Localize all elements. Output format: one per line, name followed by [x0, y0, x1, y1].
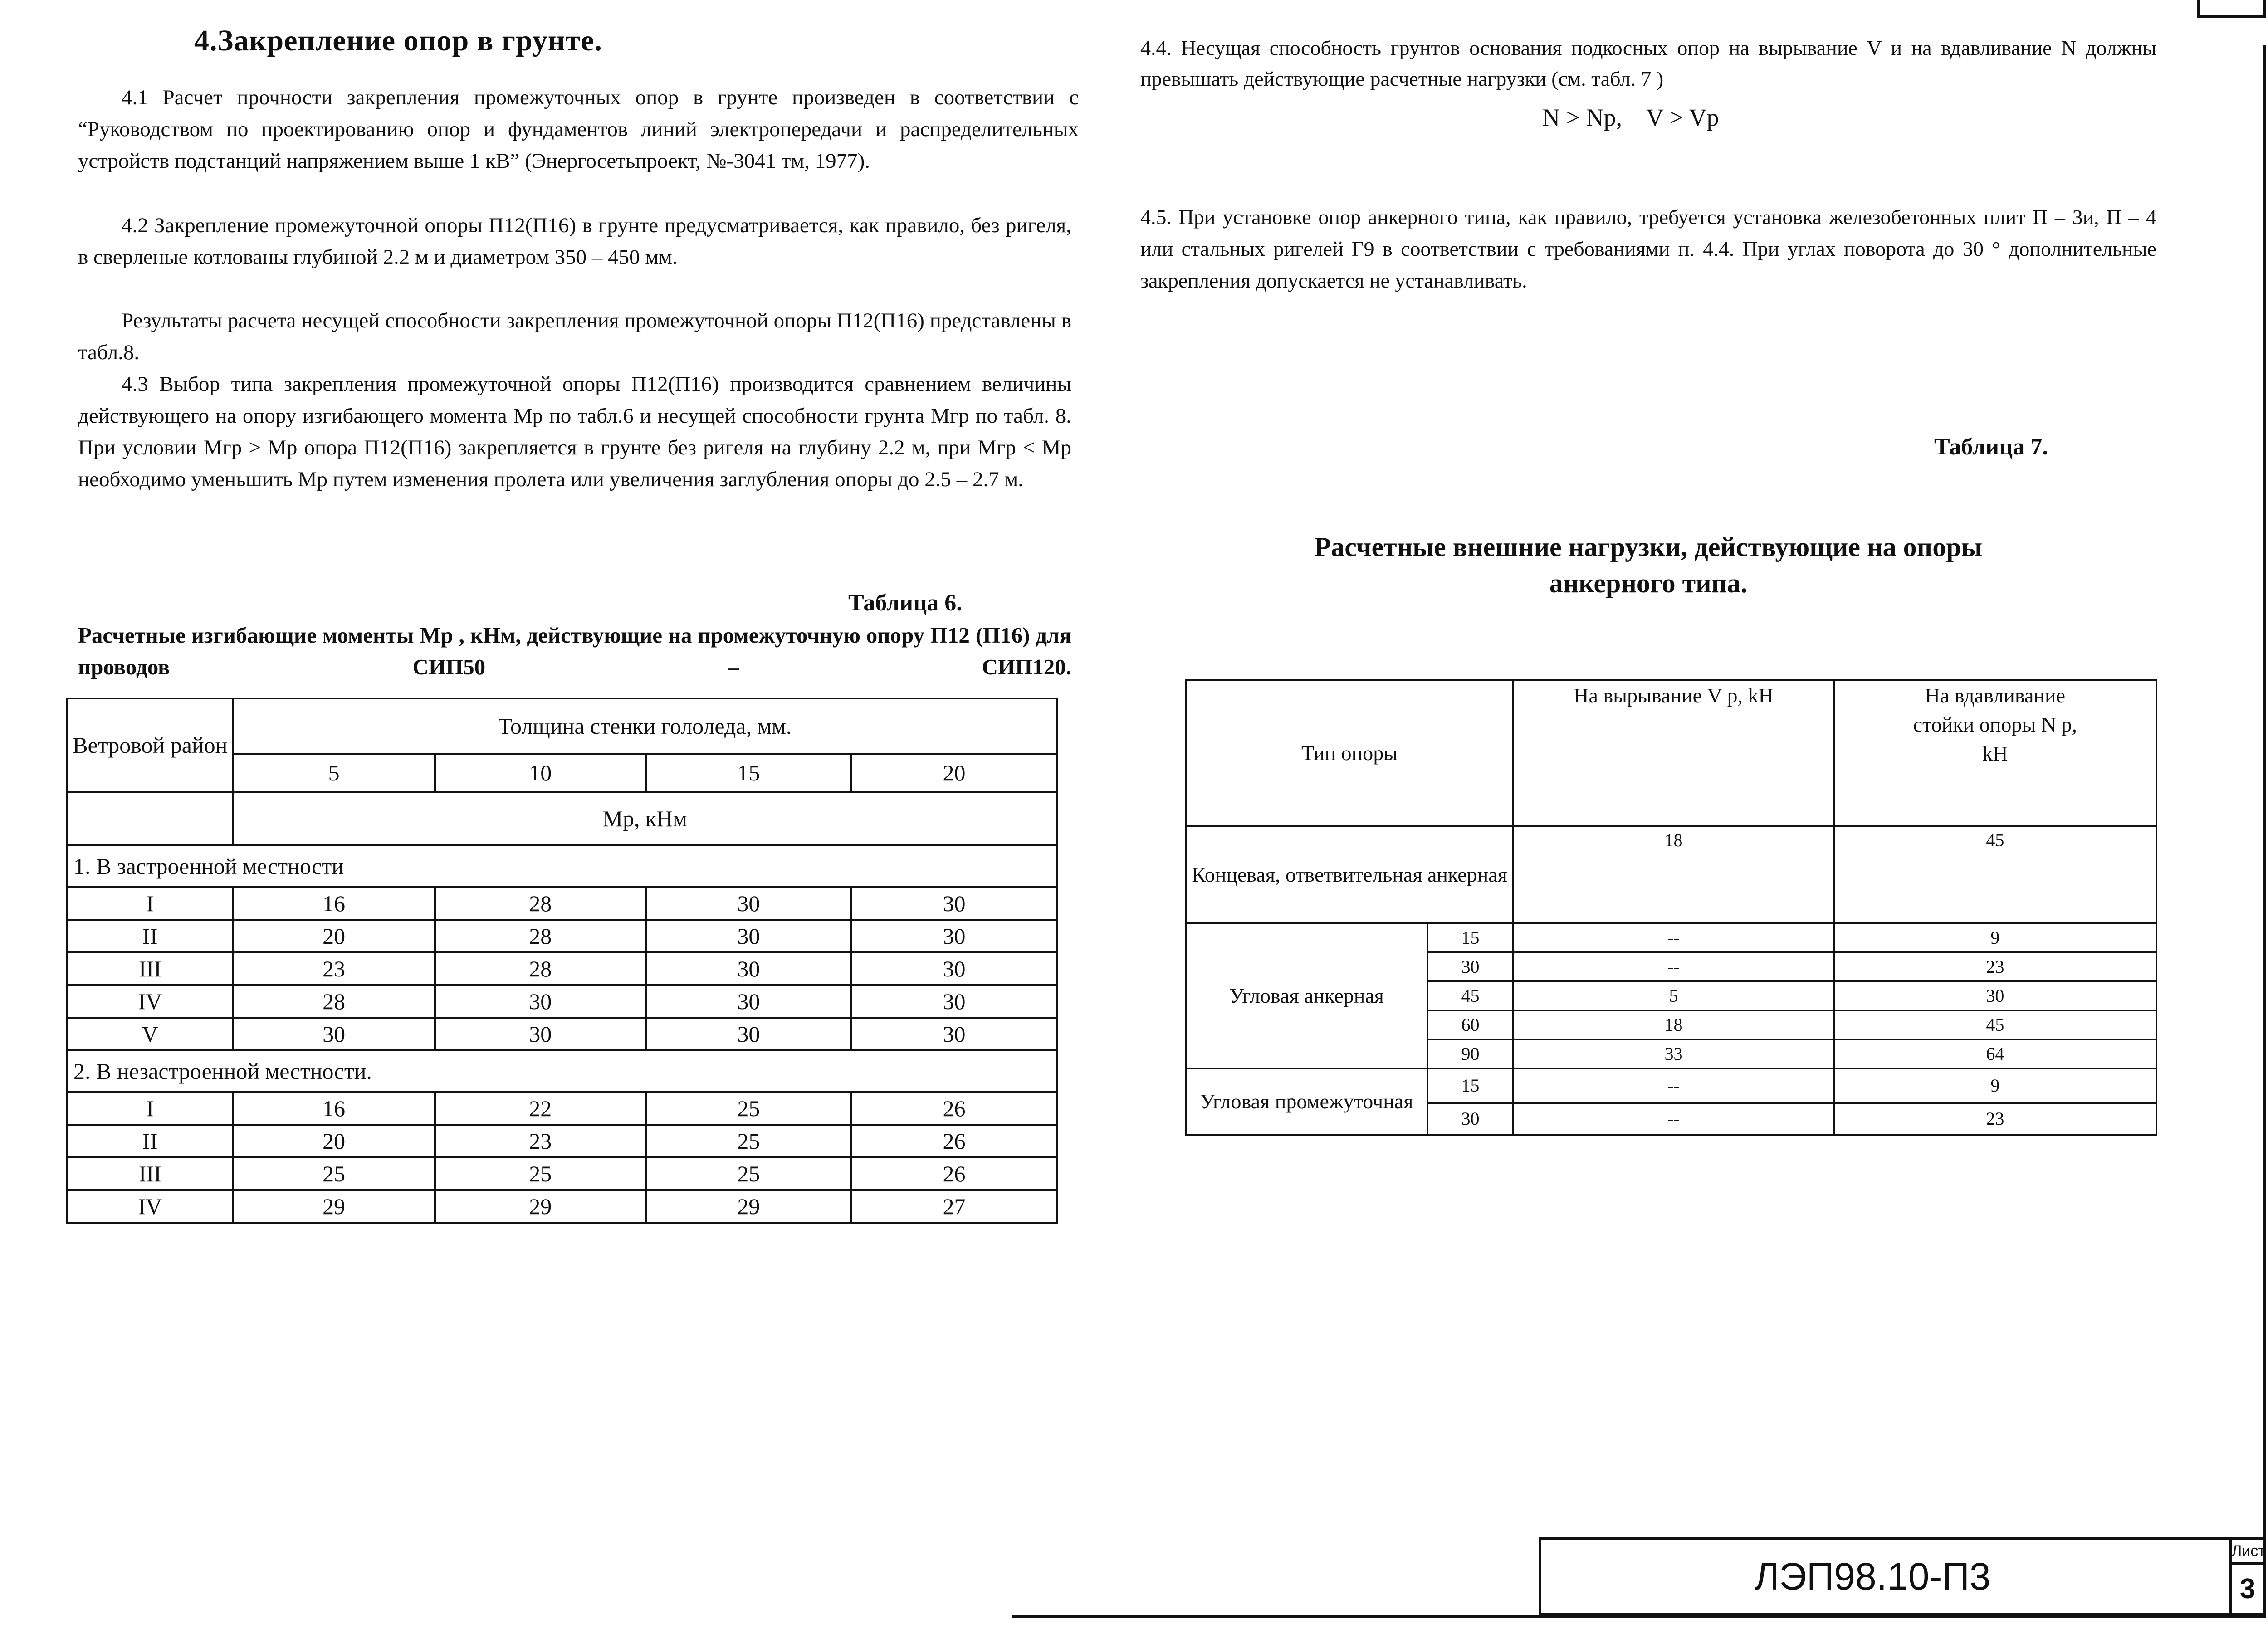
table6-cell: 30 [233, 1018, 435, 1050]
sheet-number: 3 [2239, 1573, 2256, 1605]
table7-header-pullout: На вырывание V р, kH [1513, 680, 1834, 826]
table6-unit: Мр, кНм [233, 792, 1057, 845]
table7-title [1140, 529, 2156, 601]
table6-cell: III [67, 952, 233, 985]
table6-cell: 30 [435, 1018, 646, 1050]
table7-cell: -- [1513, 1068, 1834, 1103]
table7-cell: 64 [1834, 1039, 2156, 1068]
table7-cell: 23 [1834, 1103, 2156, 1135]
table6-header-wind: Ветровой район [67, 698, 233, 792]
table6-cell: 26 [851, 1092, 1057, 1125]
table7-cell: -- [1513, 1103, 1834, 1135]
paragraph-4-5: 4.5. При установке опор анкерного типа, как правило, требуется установка железобетонных плит П – 3и, П – 4 или стальных ригелей Г9 в соответствии с требованиями п. 4.4. При углах поворота до 30 ° дополнительные закрепления допускается не устанавливать. [1140, 205, 2156, 292]
paragraph-4-2: 4.2 Закрепление промежуточной опоры П12(П16) в грунте предусматривается, как правило, без ригеля, в сверленые котлованы глубиной 2.2 м и диаметром 350 – 450 мм. [78, 214, 1071, 269]
table7-angle-anchor: Угловая анкерная [1186, 923, 1427, 1068]
table6-cell: 30 [851, 920, 1057, 952]
table7-header-type: Тип опоры [1186, 680, 1513, 826]
paragraph-4-2-results: Результаты расчета несущей способности закрепления промежуточной опоры П12(П16) представлены в табл.8. [78, 309, 1071, 364]
table6-cell: II [67, 920, 233, 952]
table6-cell: 28 [435, 952, 646, 985]
table7-title-line1: Расчетные внешние нагрузки, действующие на опоры [1314, 532, 1983, 562]
table6-section-title: 1. В застроенной местности [67, 845, 1057, 887]
table6-cell: 25 [646, 1092, 851, 1125]
table6-cell: 20 [233, 920, 435, 952]
table7-cell: 5 [1513, 981, 1834, 1010]
table6-cell: IV [67, 1190, 233, 1223]
table7-title-line2: анкерного типа. [1549, 568, 1748, 598]
table7-cell: -- [1513, 952, 1834, 981]
table6-cell: 30 [851, 985, 1057, 1018]
table6-cell: 29 [435, 1190, 646, 1223]
table7-cell: 23 [1834, 952, 2156, 981]
table6-cell: 25 [435, 1157, 646, 1190]
table6-cell: 28 [435, 920, 646, 952]
formula: N > Np, V > Vp [1542, 104, 1719, 131]
table6-cell: IV [67, 985, 233, 1018]
table6-cell: III [67, 1157, 233, 1190]
table6-cell: 28 [435, 887, 646, 920]
table6-cell: 30 [646, 887, 851, 920]
table6-cell: 29 [233, 1190, 435, 1223]
table6-cell: 30 [851, 952, 1057, 985]
table6-cell: 30 [435, 985, 646, 1018]
paragraph-4-3: 4.3 Выбор типа закрепления промежуточной опоры П12(П16) производится сравнением величины действующего на опору изгибающего момента Мр по табл.6 и несущей способности грунта Мгр по табл. 8. При условии Мгр > Мр опора П12(П16) закрепляется в грунте без ригеля на глубину 2.2 м, при Мгр < Мр необходимо уменьшить Мр путем изменения пролета или увеличения заглубления опоры до 2.5 – 2.7 м. [78, 372, 1071, 491]
table6-cell: 25 [646, 1125, 851, 1157]
table7-cell: 18 [1513, 826, 1834, 923]
table6-cell: 23 [233, 952, 435, 985]
table7-cell: 9 [1834, 1068, 2156, 1103]
table6-cell: 30 [851, 887, 1057, 920]
table6-caption: Расчетные изгибающие моменты Мр , кНм, действующие на промежуточную опору П12 (П16) для проводов СИП50 – СИП120. [78, 623, 1071, 679]
table6-cell: 29 [646, 1190, 851, 1223]
table6-cell: I [67, 1092, 233, 1125]
table7-cell: -- [1513, 923, 1834, 952]
table7-cell: 30 [1427, 1103, 1513, 1135]
table6-ice-5: 5 [233, 754, 435, 792]
table6-cell: 30 [851, 1018, 1057, 1050]
title-block [1539, 1537, 2232, 1615]
table6-cell: 30 [646, 1018, 851, 1050]
frame-bottom-border [1012, 1615, 2266, 1618]
table6-section-title: 2. В незастроенной местности. [67, 1050, 1057, 1092]
table6-cell: I [67, 887, 233, 920]
table6-ice-15: 15 [646, 754, 851, 792]
table6-ice-10: 10 [435, 754, 646, 792]
table6-cell: II [67, 1125, 233, 1157]
table7-row-end-type: Концевая, ответвительная анкерная [1186, 826, 1513, 923]
table6-cell: 26 [851, 1125, 1057, 1157]
table7-cell: 45 [1427, 981, 1513, 1010]
table7-cell: 60 [1427, 1010, 1513, 1039]
table7-cell: 90 [1427, 1039, 1513, 1068]
table6-label: Таблица 6. [848, 590, 963, 616]
table6-cell: V [67, 1018, 233, 1050]
table7-cell: 45 [1834, 826, 2156, 923]
table6-ice-20: 20 [851, 754, 1057, 792]
table6-cell: 16 [233, 1092, 435, 1125]
table7 [1185, 679, 2157, 1136]
table6-cell: 22 [435, 1092, 646, 1125]
table7-label: Таблица 7. [1934, 434, 2048, 460]
table6-cell: 27 [851, 1190, 1057, 1223]
table6-cell: 16 [233, 887, 435, 920]
table6-cell: 30 [646, 920, 851, 952]
table6-cell: 30 [646, 952, 851, 985]
frame-top-corner-box [2197, 0, 2266, 18]
paragraph-4-4: 4.4. Несущая способность грунтов основания подкосных опор на вырывание V и на вдавливание N должны превышать действующие расчетные нагрузки (см. табл. 7 ) [1140, 36, 2156, 90]
table7-angle-intermediate: Угловая промежуточная [1186, 1068, 1427, 1135]
table7-cell: 30 [1834, 981, 2156, 1010]
frame-right-border [2263, 45, 2266, 1618]
sheet-label: Лист [2232, 1540, 2263, 1565]
table7-cell: 15 [1427, 923, 1513, 952]
table6-cell: 25 [233, 1157, 435, 1190]
table6-cell: 30 [646, 985, 851, 1018]
section-heading: 4.Закрепление опор в грунте. [194, 24, 602, 57]
table7-cell: 45 [1834, 1010, 2156, 1039]
paragraph-4-1: 4.1 Расчет прочности закрепления промежуточных опор в грунте произведен в соответствии с “Руководством по проектированию опор и фундаментов линий электропередачи и распределительных устройств подстанций напряжением выше 1 кВ” (Энергосетьпроект, №-3041 тм, 1977). [78, 86, 1079, 173]
table6 [66, 698, 1058, 1224]
table7-header-pressing: На вдавливание стойки опоры N р, kH [1834, 680, 2156, 826]
table6-header-ice: Толщина стенки гололеда, мм. [233, 698, 1057, 754]
table6-cell: 20 [233, 1125, 435, 1157]
table7-cell: 33 [1513, 1039, 1834, 1068]
document-code: ЛЭП98.10-П3 [1754, 1555, 1991, 1598]
table7-cell: 15 [1427, 1068, 1513, 1103]
table7-cell: 30 [1427, 952, 1513, 981]
table7-cell: 18 [1513, 1010, 1834, 1039]
table6-cell: 25 [646, 1157, 851, 1190]
table6-cell: 23 [435, 1125, 646, 1157]
sheet-box [2229, 1537, 2266, 1615]
table6-cell: 28 [233, 985, 435, 1018]
table6-cell: 26 [851, 1157, 1057, 1190]
table7-cell: 9 [1834, 923, 2156, 952]
